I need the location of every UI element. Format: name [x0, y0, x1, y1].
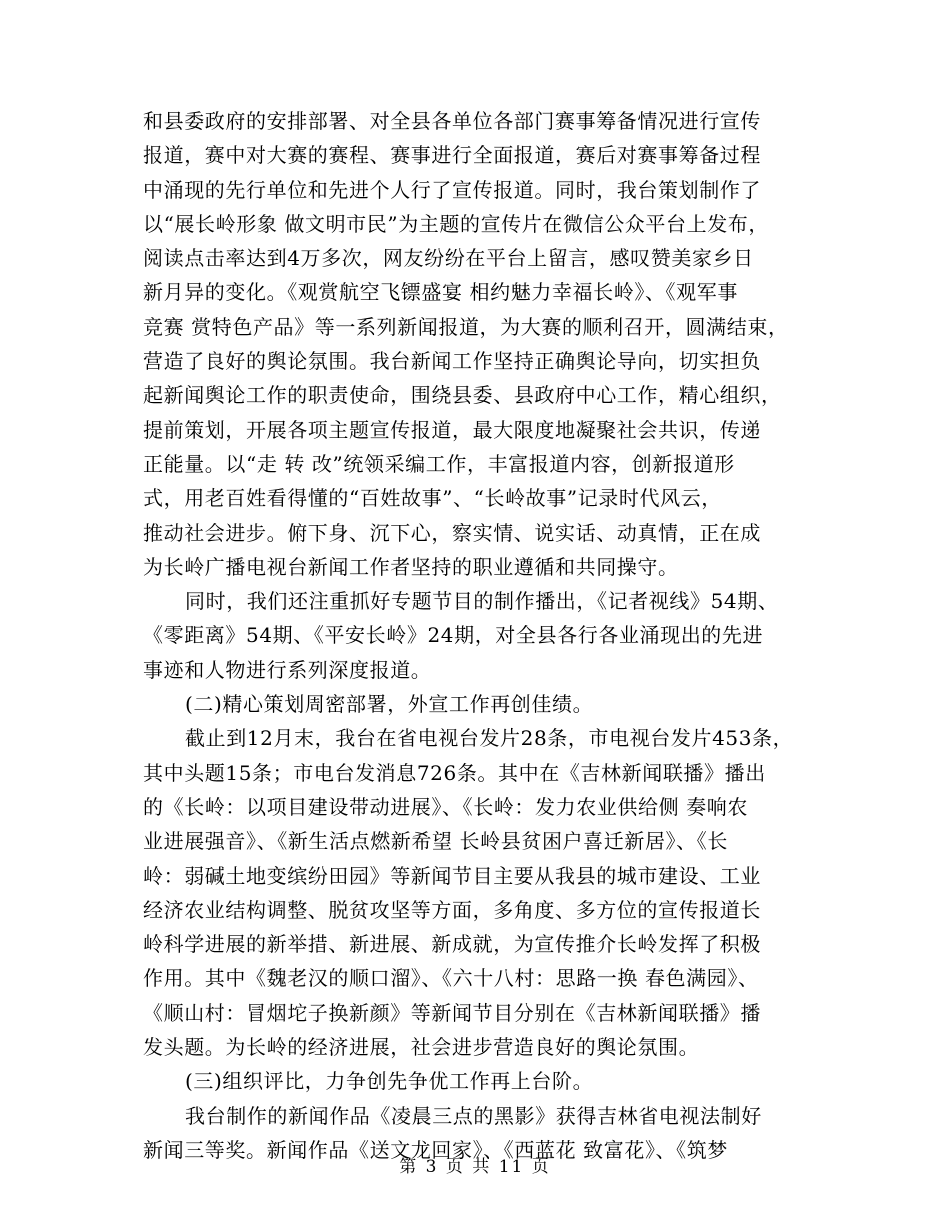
text-line: 业进展强音》、《新生活点燃新希望 长岭县贫困户喜迁新居》、《长: [143, 829, 728, 854]
text-line: 正能量。以“走 转 改”统领采编工作，丰富报道内容，创新报道形: [143, 451, 735, 476]
text-line: 新闻三等奖。新闻作品《送文龙回家》、《西蓝花 致富花》、《筑梦: [143, 1137, 728, 1162]
text-line: 营造了良好的舆论氛围。我台新闻工作坚持正确舆论导向，切实担负: [143, 349, 761, 374]
text-line: 为长岭广播电视台新闻工作者坚持的职业遵循和共同操守。: [143, 554, 679, 579]
text-line: 中涌现的先行单位和先进个人行了宣传报道。同时，我台策划制作了: [143, 177, 761, 202]
text-line: 阅读点击率达到4万多次，网友纷纷在平台上留言，感叹赞美家乡日: [143, 246, 754, 271]
text-line: 和县委政府的安排部署、对全县各单位各部门赛事筹备情况进行宣传: [143, 109, 761, 133]
text-line: 岭科学进展的新举措、新进展、新成就，为宣传推介长岭发挥了积极: [143, 932, 761, 957]
paragraph-start-line: 截止到12月末，我台在省电视台发片28条，市电视台发片453条，: [185, 726, 794, 751]
text-line: 《顺山村：冒烟坨子换新颜》等新闻节目分别在《吉林新闻联播》播: [143, 1000, 761, 1025]
document-body: [143, 104, 833, 1167]
text-line: 新月异的变化。《观赏航空飞镖盛宴 相约魅力幸福长岭》、《观军事: [143, 280, 738, 305]
section-heading: (三)组织评比，力争创先争优工作再上台阶。: [185, 1069, 594, 1094]
paragraph-start-line: 我台制作的新闻作品《凌晨三点的黑影》获得吉林省电视法制好: [185, 1103, 762, 1128]
section-heading: (二)精心策划周密部署，外宣工作再创佳绩。: [185, 692, 594, 717]
text-line: 报道，赛中对大赛的赛程、赛事进行全面报道，赛后对赛事筹备过程: [143, 143, 761, 168]
text-line: 竞赛 赏特色产品》等一系列新闻报道，为大赛的顺利召开，圆满结束，: [143, 314, 789, 339]
text-line: 事迹和人物进行系列深度报道。: [143, 657, 432, 682]
text-line: 经济农业结构调整、脱贫攻坚等方面，多角度、多方位的宣传报道长: [143, 897, 761, 922]
text-line: 以“展长岭形象 做文明市民”为主题的宣传片在微信公众平台上发布，: [143, 211, 770, 236]
text-line: 起新闻舆论工作的职责使命，围绕县委、县政府中心工作，精心组织，: [143, 383, 782, 408]
text-line: 其中头题15条；市电台发消息726条。其中在《吉林新闻联播》播出: [143, 760, 766, 785]
page-number-footer: 第 3 页 共 11 页: [399, 1157, 551, 1177]
text-line: 《零距离》54期、《平安长岭》24期，对全县各行各业涌现出的先进: [143, 623, 764, 648]
text-line: 式，用老百姓看得懂的“百姓故事”、“长岭故事”记录时代风云，: [143, 486, 722, 511]
text-line: 提前策划，开展各项主题宣传报道，最大限度地凝聚社会共识，传递: [143, 417, 761, 442]
text-line: 岭：弱碱土地变缤纷田园》等新闻节目主要从我县的城市建设、工业: [143, 863, 761, 888]
text-line: 作用。其中《魏老汉的顺口溜》、《六十八村：思路一换 春色满园》、: [143, 966, 759, 991]
text-line: 推动社会进步。俯下身、沉下心，察实情、说实话、动真情，正在成: [143, 520, 761, 545]
text-line: 发头题。为长岭的经济进展，社会进步营造良好的舆论氛围。: [143, 1035, 700, 1060]
paragraph-start-line: 同时，我们还注重抓好专题节目的制作播出，《记者视线》54期、: [185, 589, 779, 614]
text-line: 的《长岭：以项目建设带动进展》、《长岭：发力农业供给侧 奏响农: [143, 794, 748, 819]
